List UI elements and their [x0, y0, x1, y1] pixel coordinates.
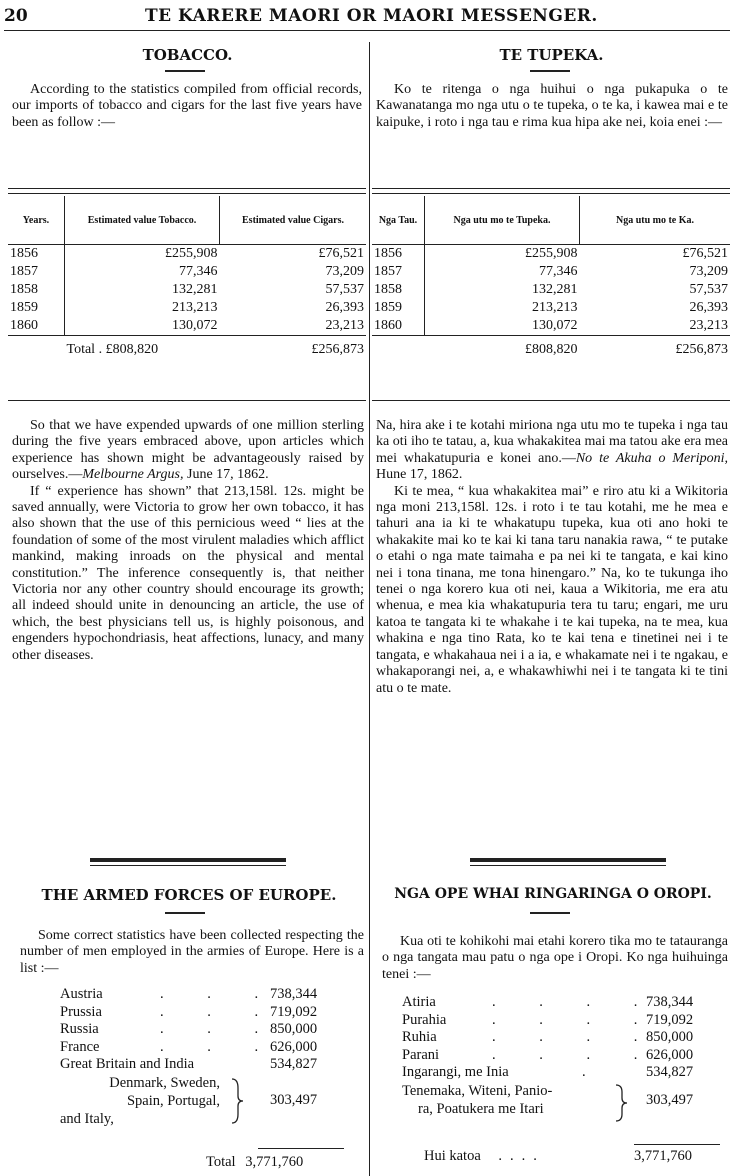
cigars-value: 26,393: [689, 300, 728, 315]
cigars-value: 23,213: [325, 318, 364, 333]
value: 850,000: [646, 1029, 694, 1045]
list-item: Ingarangi, me Inia . 534,827: [402, 1064, 694, 1080]
running-head: TE KARERE MAORI OR MAORI MESSENGER.: [145, 6, 598, 26]
tobacco-value: 130,072: [172, 318, 218, 333]
table-row: [8, 263, 366, 281]
total-tobacco: £808,820: [425, 336, 580, 365]
tobacco-mi-intro: [376, 82, 728, 131]
list-item: Austria . . . 738,344: [60, 986, 318, 1002]
value: 738,344: [270, 986, 318, 1002]
total-value: 3,771,760: [634, 1148, 692, 1164]
col-years: Years.: [8, 196, 65, 245]
group-value: 303,497: [270, 1091, 318, 1108]
year: 1860: [372, 317, 425, 336]
table-row: [8, 299, 366, 317]
value: 850,000: [270, 1021, 318, 1037]
intro-text: According to the statistics compiled from official records, our imports of tobacco and cigars for the last five years have been as follow :—: [12, 82, 362, 130]
para1-source: Melbourne Argus,: [82, 467, 184, 483]
total-cigars: £256,873: [580, 336, 731, 365]
list-item: Russia . . . 850,000: [60, 1021, 318, 1037]
tobacco-mi-body: [376, 418, 728, 697]
tobacco-en-title: TOBACCO.: [142, 46, 233, 64]
tobacco-mi-title: TE TUPEKA.: [499, 46, 604, 64]
total-cigars: £256,873: [220, 336, 367, 365]
table-row: [372, 281, 730, 299]
table-total-row: [8, 336, 366, 365]
section-divider-thin: [90, 865, 286, 866]
group-line: Spain, Portugal,: [126, 1092, 220, 1109]
para1-source: No te Akuha o Meriponi,: [575, 450, 728, 466]
year: 1858: [8, 281, 65, 299]
table-row: [372, 245, 730, 264]
value: 738,344: [646, 994, 694, 1010]
paragraph-1: [376, 418, 728, 484]
cigars-value: 26,393: [325, 300, 364, 315]
grouped-item: [60, 1074, 360, 1128]
total-rule: [634, 1144, 720, 1145]
tobacco-value: £255,908: [525, 246, 578, 261]
total-tobacco: Total . £808,820: [65, 336, 220, 365]
tobacco-value: 213,213: [532, 300, 578, 315]
tobacco-value: 77,346: [179, 264, 218, 279]
group-line: and Italy,: [60, 1110, 114, 1127]
group-line: Tenemaka, Witeni, Panio-: [402, 1082, 553, 1099]
tobacco-value: 132,281: [172, 282, 218, 297]
forces-mi-title: NGA OPE WHAI RINGARINGA O OROPI.: [394, 886, 712, 902]
forces-en-title: THE ARMED FORCES OF EUROPE.: [41, 886, 337, 904]
cigars-value: 23,213: [689, 318, 728, 333]
country: Great Britain and India: [60, 1056, 195, 1072]
table-row: [8, 245, 366, 264]
year: 1859: [372, 299, 425, 317]
year: 1856: [372, 245, 425, 264]
table-top-rule-2: [372, 193, 730, 194]
tobacco-en-intro: [12, 82, 362, 131]
table-bottom-rule: [8, 400, 366, 401]
cigars-value: £76,521: [318, 246, 364, 261]
title-rule: [165, 912, 205, 914]
col-tobacco: Estimated value Tobacco.: [65, 196, 220, 245]
total-tobacco-value: £808,820: [105, 342, 159, 357]
paragraph-2: If “ experience has shown” that 213,158l. 12s. might be saved annually, were Victoria to grow her own tobacco, it has also shown that the use of this pernicious weed “ lies at the foundation of some of the most virulent maladies which afflict mankind, making inroads on the physical and mental constitution.” The inference consequently is, that neither Victoria nor any other country should encourage its growth; all indeed should unite in denouncing an article, the use of which, the best physicians tell us, is highly poisonous, and engenders hypochondriasis, heat affections, lunacy, and many other diseases.: [12, 483, 364, 663]
forces-mi-intro: [382, 934, 728, 983]
group-line: ra, Poatukera me Itari: [418, 1100, 544, 1117]
group-value: 303,497: [646, 1091, 694, 1108]
total-label: Total: [206, 1154, 236, 1170]
year: 1857: [8, 263, 65, 281]
table-top-rule: [372, 188, 730, 189]
tobacco-en-body: [12, 418, 364, 664]
year: 1859: [8, 299, 65, 317]
forces-mi-total: Hui katoa .... 3,771,760: [424, 1148, 692, 1164]
country: Purahia: [402, 1011, 447, 1028]
total-label: Total: [66, 342, 96, 357]
section-divider-thick: [470, 858, 666, 862]
list-item: Parani . . . . 626,000: [402, 1046, 694, 1063]
value: 534,827: [270, 1056, 318, 1072]
table-header-row: [8, 196, 366, 245]
table-bottom-rule: [372, 400, 730, 401]
intro-text: Ko te ritenga o nga huihui o nga pukapuka o te Kawanatanga mo nga utu o te tupeka, o te ka, i kawea mai e te kaipuke, i roto i nga tau e rima kua hipa ake nei, koia enei :—: [376, 82, 728, 130]
forces-mi-list: [402, 994, 722, 1122]
tobacco-value: £255,908: [165, 246, 218, 261]
table-total-row: [372, 336, 730, 365]
table-header-row: [372, 196, 730, 245]
forces-en-total: [206, 1154, 303, 1171]
forces-en-intro: [20, 928, 364, 977]
paragraph-2: Ki te mea, “ kua whakakitea mai” e riro atu ki a Wikitoria nga moni 213,158l. 12s. i roto i te tau kotahi, me he mea e tahuri ana ia ki te whakatupu tupeka, kua oti ano hoki te whakakite mai ko te kai ki tana taru nanakia rawa, “ te putake o etahi o nga mate taimaha e pa nei ki te tangata, e kai kino nei i tona tinana, me tona hinengaro.” Na, ko te tukunga iho tenei o nga korero kua oti nei, kaua a Wikitoria, me era atu whenua, e mea kia whakatupuria tera tu taru; engari, me uru katoa te tangata ki te whakahe i te kai tupeka, na te mea, kua whakina e nga tino Rata, ko te kai tena e tinetinei nei i te tangata, e whakahaua nei i a ia, e whakamate nei i te ngakau, e whakaporangi nei, a, e whakawhiwhi nei i te tangata ki te tini atu o te mate.: [376, 483, 728, 696]
paragraph-1: [12, 418, 364, 484]
cigars-value: 57,537: [325, 282, 364, 297]
para1-date: June 17, 1862.: [183, 467, 269, 483]
year: 1857: [372, 263, 425, 281]
list-item: France . . . 626,000: [60, 1038, 318, 1055]
year: 1856: [8, 245, 65, 264]
table-row: [8, 317, 366, 336]
year: 1858: [372, 281, 425, 299]
col-cigars: Nga utu mo te Ka.: [580, 196, 731, 245]
tobacco-value: 77,346: [539, 264, 578, 279]
para1-text: Na, hira ake i te kotahi miriona nga utu mo te tupeka i nga tau ka oti iho te tatau, a, kua whakakitea mai ma tatou ake era mea mei whakatupuria e konei ano.—: [376, 418, 728, 466]
title-rule: [530, 912, 570, 914]
title-rule: [530, 70, 570, 72]
group-countries: [60, 1074, 220, 1128]
list-item: Atiria . . . . 738,344: [402, 994, 694, 1010]
cigars-value: £76,521: [682, 246, 728, 261]
forces-en-list: [60, 986, 360, 1128]
table-row: [372, 263, 730, 281]
tobacco-en-table: [8, 196, 366, 364]
value: 626,000: [270, 1038, 318, 1055]
country: Ruhia: [402, 1029, 437, 1045]
list-item: Ruhia . . . . 850,000: [402, 1029, 694, 1045]
country: Austria: [60, 986, 103, 1002]
tobacco-value: 130,072: [532, 318, 578, 333]
value: 719,092: [270, 1003, 318, 1020]
value: 626,000: [646, 1046, 694, 1063]
para1-date: Hune 17, 1862.: [376, 467, 463, 483]
total-label: Hui katoa: [424, 1148, 481, 1164]
total-rule: [258, 1148, 344, 1149]
cigars-value: 57,537: [689, 282, 728, 297]
list-item: Purahia . . . . 719,092: [402, 1011, 694, 1028]
country: Ingarangi, me Inia: [402, 1064, 509, 1080]
cigars-value: 73,209: [325, 264, 364, 279]
total-value: 3,771,760: [245, 1154, 304, 1170]
title-rule: [165, 70, 205, 72]
cigars-value: 73,209: [689, 264, 728, 279]
table-top-rule: [8, 188, 366, 189]
value: 719,092: [646, 1011, 694, 1028]
intro-text: Some correct statistics have been collected respecting the number of men employed in the armies of Europe. Here is a list :—: [20, 928, 364, 976]
table-row: [8, 281, 366, 299]
section-divider-thin: [470, 865, 666, 866]
table-row: [372, 299, 730, 317]
grouped-item: [402, 1082, 722, 1122]
col-cigars: Estimated value Cigars.: [220, 196, 367, 245]
intro-text: Kua oti te kohikohi mai etahi korero tika mo te tatauranga o nga tangata mau patu o nga ope i Oropi. Ko nga huihuinga tenei :—: [382, 934, 728, 982]
country: France: [60, 1038, 100, 1055]
page-header: [0, 4, 734, 28]
list-item: Prussia . . . 719,092: [60, 1003, 318, 1020]
group-countries: [402, 1082, 552, 1118]
page-number: 20: [4, 6, 28, 26]
para1-text: So that we have expended upwards of one million sterling during the five years embraced above, upon articles which experience has shown might be advantageously raised by ourselves.—: [12, 418, 364, 483]
brace-icon: [230, 1078, 244, 1124]
country: Russia: [60, 1021, 99, 1037]
section-divider-thick: [90, 858, 286, 862]
tobacco-value: 213,213: [172, 300, 218, 315]
brace-icon: [614, 1084, 628, 1122]
col-tobacco: Nga utu mo te Tupeka.: [425, 196, 580, 245]
value: 534,827: [646, 1064, 694, 1080]
header-rule: [4, 30, 730, 31]
country: Atiria: [402, 994, 436, 1010]
tobacco-value: 132,281: [532, 282, 578, 297]
tobacco-mi-table: [372, 196, 730, 364]
country: Parani: [402, 1046, 440, 1063]
list-item: [60, 1056, 360, 1074]
table-row: [372, 317, 730, 336]
group-line: Denmark, Sweden,: [109, 1074, 220, 1091]
column-divider: [369, 42, 370, 1176]
year: 1860: [8, 317, 65, 336]
country: Prussia: [60, 1003, 102, 1020]
table-top-rule-2: [8, 193, 366, 194]
col-years: Nga Tau.: [372, 196, 425, 245]
